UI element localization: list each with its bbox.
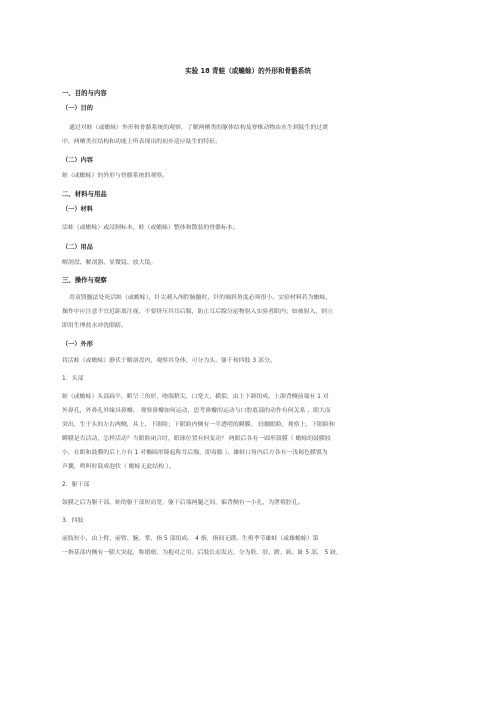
paragraph-line: 前肢短小，由上臂、前臂、腕、掌、指 5 部组成。 4 指，指间无蹼。生殖季节雄蛙（或雄蟾蜍）第 <box>62 536 319 542</box>
paragraph-line: 即用生理盐水冲洗眼睛。 <box>62 323 127 329</box>
paragraph-line: 蛙（或蟾蜍）头部扁平，略呈三角形，吻端稍尖，口宽大，横裂，由上下颌组成。上颌背侧前端有 1 对 <box>62 394 329 400</box>
paragraph-line: 外鼻孔，外鼻孔外缘具鼻瓣。 观察鼻瓣如何运动，思考鼻瓣的运动与口腔底部的动作有何关系 。眼大而 <box>62 408 331 414</box>
item-limbs: 3．四肢 <box>62 518 84 524</box>
heading-objectives-content: 一、目的与内容 <box>62 89 107 97</box>
paragraph-line: 突出，生于头的左右两侧，具上、下眼睑；下眼睑内侧有一半透明的瞬膜。 轻触眼睑，观察上、下眼睑和 <box>62 422 335 428</box>
heading-materials: 二、材料与用品 <box>62 190 107 198</box>
heading-procedure: 三、操作与观察 <box>62 276 107 284</box>
paragraph-line: 鼓膜之后为躯干部。蛙的躯干部短而宽，躯干后端两腿之间，偏背侧有一小孔，为泄殖腔孔。 <box>62 500 304 506</box>
subheading-materials: （一）材料 <box>62 206 93 213</box>
paragraph-line: 声囊，鸣叫时鼓成泡状（ 蟾蜍无此结构 ）。 <box>62 464 175 470</box>
paragraph-line: 一指基部内侧有一膨大突起，称婚瘤，为抱对之用。后肢长而发达，分为股、胫、跗、跖、趾 5 部， 5 趾， <box>62 550 343 556</box>
subheading-objectives: （一）目的 <box>62 105 93 112</box>
paragraph-line: 解剖盘、解剖器、显微镜、放大镜。 <box>62 260 157 266</box>
paragraph-line: 通过对蛙（或蟾蜍）外形和骨骼系统的观察，了解两栖类的躯体结构及脊椎动物由水生到陆生的过渡 <box>69 125 329 131</box>
paragraph-line: 活蛙（或蟾蜍）或浸制标本，蛙（或蟾蜍）整体和散装的骨骼标本。 <box>62 225 239 231</box>
subheading-content: （二）内容 <box>62 157 93 164</box>
document-title: 实验 18 青蛙（或蟾蜍）的外形和骨骼系统 <box>185 67 311 75</box>
paragraph-line: 中，两栖类在结构和功能上所表现出的初步适应陆生的特征。 <box>62 139 222 145</box>
subheading-supplies: （二）用品 <box>62 244 93 251</box>
paragraph-line: 瞬膜是否活动，怎样活动？当眼睑闭合时，眼球位置有何变动？ 两眼后各有一圆形鼓膜（ 蟾蜍的鼓膜较 <box>62 436 331 442</box>
paragraph-line: 将活蛙（或蟾蜍）静伏于解剖盘内，观察其身体，可分为头、躯干和四肢 3 部分。 <box>62 358 276 364</box>
paragraph-line: 小，在眼和鼓膜的后上方有 1 对椭圆形隆起称耳后腺，即毒腺 ）。雄蛙口角内后方各有一浅褐色膜襞为 <box>62 450 328 456</box>
paragraph-line: 蛙（或蟾蜍）的外形与骨骼系统的观察。 <box>62 173 169 179</box>
item-head: 1．头部 <box>62 376 84 382</box>
paragraph-line: 操作中应注意不宜近距离注视，不要挤压其耳后腺，防止耳后腺分泌物射入实验者眼内；如被射入，则立 <box>62 309 333 315</box>
subheading-external-form: （一）外形 <box>62 341 93 348</box>
item-trunk: 2．躯干部 <box>62 482 90 488</box>
paragraph-line: 用双毁髓法处死活蛙（或蟾蜍），针尖刺入颅腔脑髓时，针的倾斜角度必须很小。实验材料若为蟾蜍， <box>69 295 332 301</box>
